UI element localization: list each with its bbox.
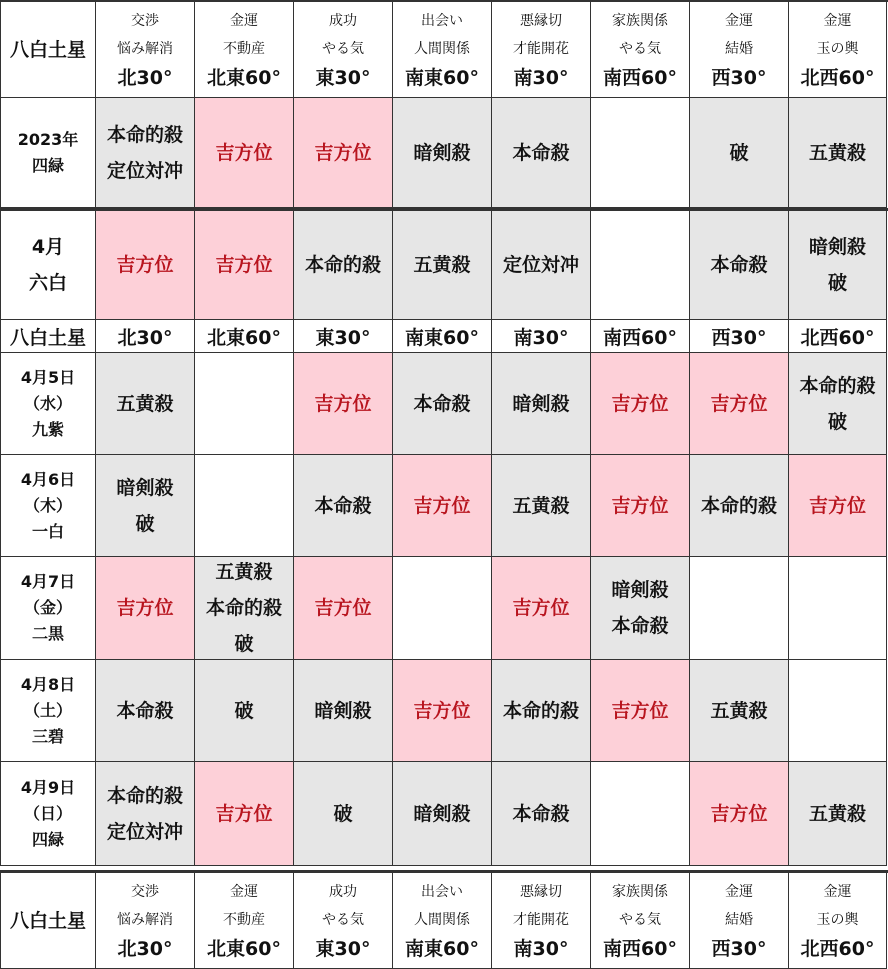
- fortune-value: 五黄殺: [413, 254, 471, 276]
- day-row: [0, 353, 888, 455]
- fortune-value: 本命的殺: [106, 123, 183, 146]
- fortune-cell: [789, 762, 887, 866]
- fortune-value: 吉方位: [710, 802, 768, 825]
- fortune-value: 五黄殺: [808, 802, 866, 825]
- header-purpose-2: 人間関係: [414, 911, 470, 928]
- fortune-value: 暗剣殺: [512, 392, 570, 415]
- direction-header-cell: [591, 873, 690, 969]
- fortune-value: 本命殺: [413, 392, 471, 415]
- fortune-value: 五黄殺: [808, 141, 866, 164]
- direction-cell: 西30°: [690, 320, 789, 353]
- fortune-cell: [789, 557, 887, 660]
- fortune-cell: [591, 557, 690, 660]
- direction-cell: 北30°: [96, 320, 195, 353]
- row-label-line: 4月6日: [20, 469, 76, 489]
- fortune-value: 本命殺: [512, 141, 570, 164]
- row-label-cell: [0, 353, 96, 455]
- row-label-line: 4月7日: [20, 572, 76, 591]
- direction-header-cell: [195, 2, 294, 98]
- header-purpose-2: やる気: [322, 40, 364, 57]
- day-row: [0, 762, 888, 866]
- fortune-value: 吉方位: [710, 392, 768, 415]
- header-purpose-1: 金運: [823, 883, 852, 900]
- fortune-cell: [492, 211, 591, 320]
- header-direction: 東30°: [315, 937, 371, 960]
- direction-cell: 北西60°: [789, 320, 887, 353]
- direction-cell: 南西60°: [591, 320, 690, 353]
- fortune-value: 暗剣殺: [413, 141, 471, 164]
- fortune-value: 吉方位: [611, 699, 669, 722]
- star-label: 八白土星: [9, 38, 86, 61]
- fortune-cell: [195, 211, 294, 320]
- header-purpose-2: 結婚: [725, 911, 753, 928]
- row-label-line: 二黒: [31, 624, 64, 643]
- header-direction: 南30°: [513, 66, 569, 89]
- fortune-value: 本命殺: [512, 802, 570, 825]
- row-label-line: （金）: [23, 598, 72, 617]
- star-label-cell: [0, 2, 96, 98]
- fortune-cell: [96, 211, 195, 320]
- fortune-cell: [492, 455, 591, 557]
- fortune-value: 吉方位: [611, 392, 669, 415]
- fortune-value: 破: [827, 410, 847, 433]
- header-direction: 北西60°: [800, 66, 875, 89]
- fortune-cell: [591, 211, 690, 320]
- fortune-cell: [492, 557, 591, 660]
- fortune-value: 吉方位: [116, 254, 174, 276]
- direction-header-cell: [195, 873, 294, 969]
- row-label-line: （日）: [23, 803, 72, 823]
- fortune-cell: [96, 353, 195, 455]
- header-direction: 南東60°: [405, 937, 479, 960]
- header-purpose-1: 家族関係: [612, 12, 668, 29]
- star-label-cell: [0, 873, 96, 969]
- fortune-value: 吉方位: [512, 597, 570, 619]
- header-purpose-2: 玉の輿: [816, 40, 859, 57]
- fortune-cell: [393, 660, 492, 762]
- header-direction: 北東60°: [207, 66, 281, 89]
- row-label-line: 4月5日: [20, 367, 76, 387]
- fortune-value: 吉方位: [611, 494, 669, 517]
- row-label-line: 4月9日: [20, 777, 76, 797]
- fortune-value: 吉方位: [808, 494, 866, 517]
- fortune-value: 暗剣殺: [413, 802, 471, 825]
- fortune-cell: [789, 98, 887, 208]
- header-purpose-1: 金運: [823, 12, 852, 29]
- fortune-value: 五黄殺: [215, 561, 273, 583]
- row-label-cell: [0, 211, 96, 320]
- day-row: [0, 455, 888, 557]
- header-direction: 南西60°: [603, 66, 677, 89]
- header-direction: 南東60°: [405, 66, 479, 89]
- fortune-cell: [294, 455, 393, 557]
- fortune-cell: [294, 98, 393, 208]
- header-purpose-2: 玉の輿: [816, 911, 859, 928]
- fortune-value: 吉方位: [413, 494, 471, 517]
- row-label-line: 一白: [31, 521, 64, 541]
- fortune-value: 本命的殺: [502, 699, 579, 722]
- fortune-cell: [294, 353, 393, 455]
- fortune-cell: [393, 762, 492, 866]
- fortune-cell: [492, 762, 591, 866]
- fortune-cell: [789, 455, 887, 557]
- fortune-value: 本命殺: [116, 699, 174, 722]
- fortune-value: 定位対冲: [106, 159, 183, 182]
- header-purpose-2: 結婚: [725, 40, 753, 57]
- header-purpose-2: 悩み解消: [117, 911, 173, 928]
- header-purpose-2: 不動産: [223, 911, 265, 928]
- row-label-line: 四緑: [31, 829, 64, 849]
- fortune-cell: [393, 211, 492, 320]
- fortune-value: 吉方位: [314, 597, 372, 619]
- fortune-cell: [690, 98, 789, 208]
- direction-header-cell: [789, 2, 887, 98]
- direction-header-cell: [690, 873, 789, 969]
- row-label-line: 4月8日: [20, 674, 76, 694]
- fortune-cell: [690, 211, 789, 320]
- header-purpose-2: 不動産: [223, 40, 265, 57]
- header-direction: 西30°: [711, 66, 767, 89]
- fortune-cell: [96, 762, 195, 866]
- fortune-cell: [96, 98, 195, 208]
- fortune-cell: [393, 98, 492, 208]
- fortune-value: 吉方位: [314, 141, 372, 164]
- header-direction: 北30°: [117, 937, 173, 960]
- fortune-value: 暗剣殺: [808, 236, 866, 258]
- row-label-line: 2023年: [17, 129, 79, 149]
- fortune-cell: [690, 762, 789, 866]
- header-purpose-2: やる気: [619, 911, 661, 928]
- fortune-value: 暗剣殺: [314, 699, 372, 722]
- fortune-cell: [690, 455, 789, 557]
- fortune-cell: [195, 353, 294, 455]
- row-label-cell: [0, 98, 96, 208]
- direction-cell: 北東60°: [195, 320, 294, 353]
- row-label-cell: [0, 557, 96, 660]
- fortune-value: 吉方位: [413, 699, 471, 722]
- fortune-cell: [96, 455, 195, 557]
- fortune-value: 本命殺: [314, 494, 372, 517]
- header-purpose-1: 悪縁切: [520, 883, 562, 900]
- fortune-cell: [294, 557, 393, 660]
- header-purpose-1: 金運: [230, 12, 258, 29]
- month-row: [0, 208, 888, 320]
- fortune-value: 破: [234, 633, 254, 655]
- direction-header-cell: [690, 2, 789, 98]
- day-row: [0, 660, 888, 762]
- header-purpose-1: 金運: [230, 883, 258, 900]
- fortune-cell: [393, 557, 492, 660]
- fortune-value: 五黄殺: [710, 699, 768, 722]
- fortune-value: 本命的殺: [106, 784, 183, 807]
- header-purpose-1: 家族関係: [612, 883, 668, 900]
- direction-cell: 南東60°: [393, 320, 492, 353]
- fortune-value: 本命的殺: [700, 494, 777, 517]
- fortune-cell: [690, 660, 789, 762]
- fortune-cell: [492, 660, 591, 762]
- fortune-cell: [690, 557, 789, 660]
- fortune-value: 五黄殺: [512, 494, 570, 517]
- fortune-cell: [690, 353, 789, 455]
- year-row: [0, 98, 888, 208]
- row-label-line: （木）: [23, 495, 72, 515]
- fortune-value: 本命殺: [710, 254, 768, 276]
- header-purpose-1: 悪縁切: [520, 12, 562, 29]
- fortune-cell: [195, 660, 294, 762]
- row-label-line: （土）: [23, 700, 72, 720]
- fortune-value: 本命的殺: [799, 374, 876, 397]
- direction-header-cell: [96, 873, 195, 969]
- header-purpose-1: 成功: [329, 883, 357, 900]
- header-direction: 北西60°: [800, 937, 875, 960]
- direction-header-cell: [294, 873, 393, 969]
- fortune-value: 定位対冲: [502, 254, 579, 276]
- fortune-value: 吉方位: [116, 597, 174, 619]
- row-label-line: 三碧: [31, 726, 64, 746]
- fortune-cell: [591, 455, 690, 557]
- header-purpose-1: 出会い: [421, 883, 463, 900]
- fortune-cell: [195, 557, 294, 660]
- header-purpose-2: 人間関係: [414, 40, 470, 57]
- row-label-line: （水）: [23, 393, 72, 413]
- fortune-cell: [492, 353, 591, 455]
- fortune-value: 暗剣殺: [116, 476, 174, 499]
- fortune-cell: [492, 98, 591, 208]
- direction-cell: 東30°: [294, 320, 393, 353]
- row-label-cell: [0, 660, 96, 762]
- direction-header-cell: [591, 2, 690, 98]
- fortune-cell: [294, 211, 393, 320]
- fortune-value: 定位対冲: [106, 820, 183, 843]
- fortune-value: 本命殺: [611, 615, 669, 637]
- row-label-line: 六白: [28, 272, 67, 294]
- direction-header-cell: [492, 873, 591, 969]
- header-purpose-2: 才能開花: [513, 911, 569, 928]
- fortune-value: 破: [234, 699, 254, 722]
- direction-header-cell: [492, 2, 591, 98]
- header-purpose-1: 交渉: [131, 883, 159, 900]
- row-label-cell: [0, 762, 96, 866]
- header-purpose-1: 交渉: [131, 12, 159, 29]
- direction-header-cell: [393, 2, 492, 98]
- row-label-line: 九紫: [31, 419, 64, 439]
- fortune-cell: [393, 455, 492, 557]
- fortune-value: 破: [333, 802, 353, 825]
- fortune-cell: [96, 557, 195, 660]
- fortune-value: 破: [729, 141, 749, 164]
- direction-header-cell: [789, 873, 887, 969]
- fortune-value: 吉方位: [215, 254, 273, 276]
- direction-row: [0, 320, 888, 353]
- header-purpose-2: やる気: [322, 911, 364, 928]
- row-label-line: 四緑: [31, 155, 64, 175]
- direction-cell: 南30°: [492, 320, 591, 353]
- direction-header-cell: [294, 2, 393, 98]
- fortune-cell: [591, 98, 690, 208]
- header-direction: 南西60°: [603, 937, 677, 960]
- header-direction: 北東60°: [207, 937, 281, 960]
- header-purpose-1: 金運: [725, 883, 753, 900]
- header-direction: 北30°: [117, 66, 173, 89]
- row-label-line: 4月: [31, 236, 65, 258]
- header-purpose-2: 悩み解消: [117, 40, 173, 57]
- header-purpose-2: 才能開花: [513, 40, 569, 57]
- fortune-cell: [591, 660, 690, 762]
- fortune-value: 五黄殺: [116, 392, 174, 415]
- header-purpose-1: 成功: [329, 12, 357, 29]
- fortune-cell: [96, 660, 195, 762]
- fortune-cell: [591, 353, 690, 455]
- fortune-value: 吉方位: [215, 141, 273, 164]
- fortune-cell: [789, 353, 887, 455]
- header-purpose-1: 金運: [725, 12, 753, 29]
- fortune-cell: [591, 762, 690, 866]
- header-row-top: [0, 0, 888, 98]
- fortune-cell: [393, 353, 492, 455]
- fortune-value: 破: [827, 272, 847, 294]
- header-direction: 西30°: [711, 937, 767, 960]
- fortune-value: 吉方位: [215, 802, 273, 825]
- day-row: [0, 557, 888, 660]
- fortune-value: 吉方位: [314, 392, 372, 415]
- header-purpose-1: 出会い: [421, 12, 463, 29]
- dir-star-cell: 八白土星: [0, 320, 96, 353]
- header-direction: 南30°: [513, 937, 569, 960]
- fortune-cell: [195, 455, 294, 557]
- fortune-cell: [789, 660, 887, 762]
- header-row-bottom: [0, 870, 888, 969]
- fortune-cell: [195, 98, 294, 208]
- header-direction: 東30°: [315, 66, 371, 89]
- fortune-cell: [195, 762, 294, 866]
- fortune-cell: [294, 660, 393, 762]
- direction-header-cell: [393, 873, 492, 969]
- fortune-value: 暗剣殺: [611, 579, 669, 601]
- direction-header-cell: [96, 2, 195, 98]
- row-label-cell: [0, 455, 96, 557]
- header-purpose-2: やる気: [619, 40, 661, 57]
- fortune-cell: [789, 211, 887, 320]
- fortune-cell: [294, 762, 393, 866]
- fortune-value: 本命的殺: [304, 254, 381, 276]
- fortune-value: 破: [135, 512, 155, 535]
- fortune-value: 本命的殺: [205, 597, 282, 619]
- star-label: 八白土星: [9, 909, 86, 932]
